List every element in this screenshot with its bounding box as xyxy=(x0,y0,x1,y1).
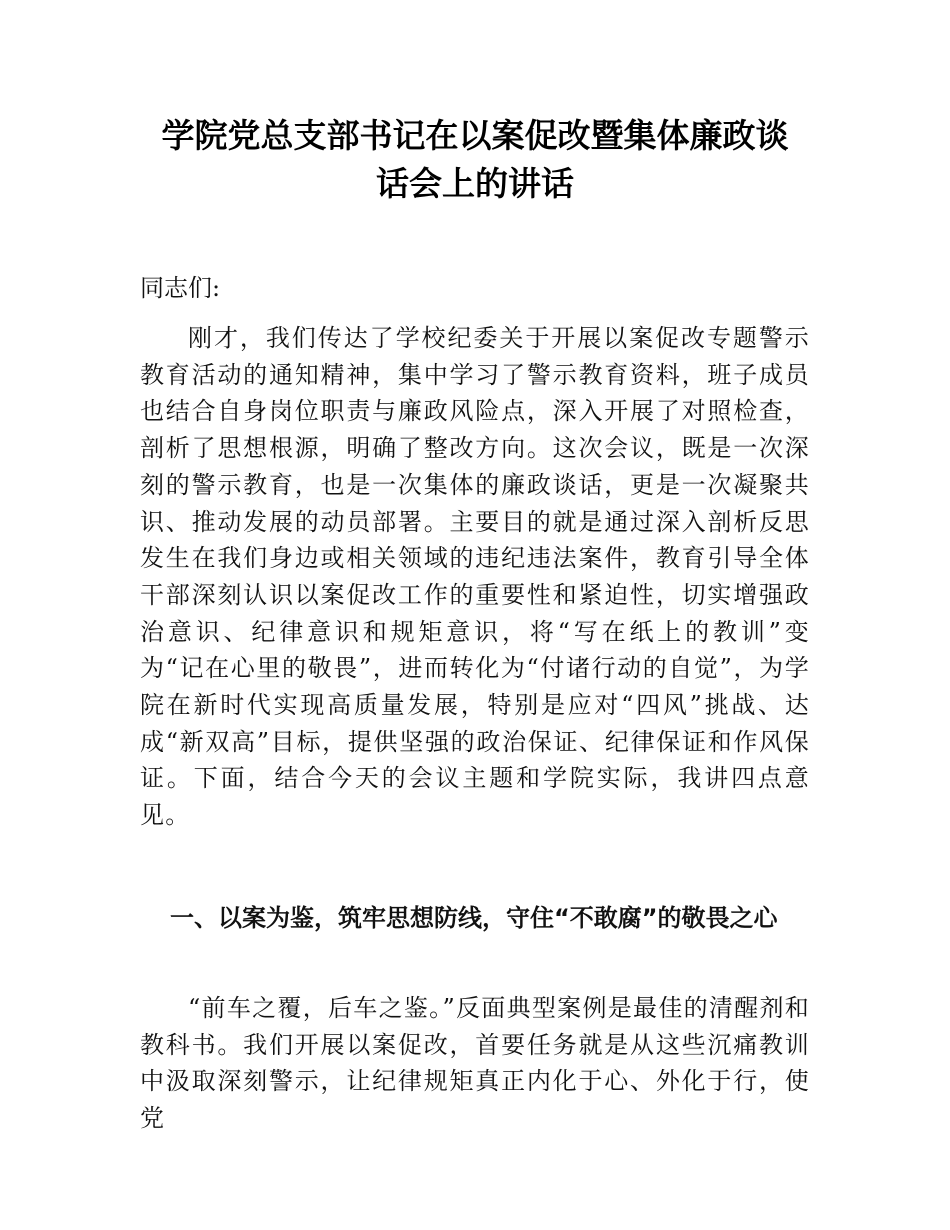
paragraph-1: 刚才，我们传达了学校纪委关于开展以案促改专题警示教育活动的通知精神，集中学习了警示教育资料，班子成员也结合自身岗位职责与廉政风险点，深入开展了对照检查，剖析了思想根源，明确了整改方向。这次会议，既是一次深刻的警示教育，也是一次集体的廉政谈话，更是一次凝聚共识、推动发展的动员部署。主要目的就是通过深入剖析反思发生在我们身边或相关领域的违纪违法案件，教育引导全体干部深刻认识以案促改工作的重要性和紧迫性，切实增强政治意识、纪律意识和规矩意识，将“写在纸上的教训”变为“记在心里的敬畏”，进而转化为“付诸行动的自觉”，为学院在新时代实现高质量发展，特别是应对“四风”挑战、达成“新双高”目标，提供坚强的政治保证、纪律保证和作风保证。下面，结合今天的会议主题和学院实际，我讲四点意见。 xyxy=(140,324,810,830)
section-heading-1: 一、以案为鉴，筑牢思想防线，守住“不敢腐”的敬畏之心 xyxy=(170,904,778,932)
salutation: 同志们: xyxy=(140,274,221,302)
paragraph-2: “前车之覆，后车之鉴。”反面典型案例是最佳的清醒剂和教科书。我们开展以案促改，首要任务就是从这些沉痛教训中汲取深刻警示，让纪律规矩真正内化于心、外化于行，使党 xyxy=(140,994,810,1133)
title-line-1: 学院党总支部书记在以案促改暨集体廉政谈 xyxy=(161,116,789,155)
document-title xyxy=(140,112,810,208)
title-line-2: 话会上的讲话 xyxy=(376,164,574,203)
